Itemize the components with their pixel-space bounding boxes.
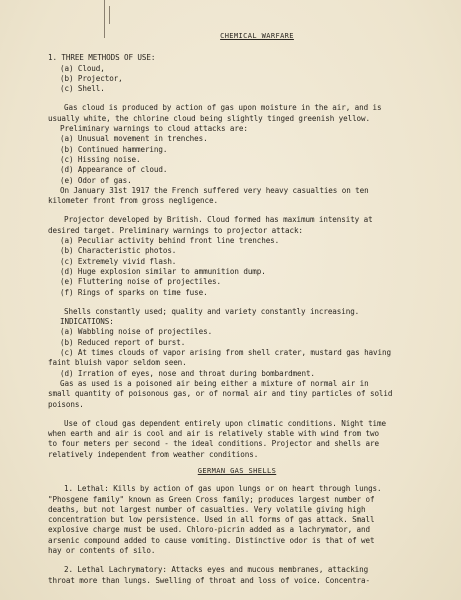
cloud-warning-item: (b) Continued hammering. (60, 144, 168, 154)
projector-warning-item: (e) Fluttering noise of projectiles. (60, 277, 221, 287)
cloud-paragraph-line: Gas cloud is produced by action of gas upon moisture in the air, and is (64, 103, 382, 113)
shells-indications-heading: INDICATIONS: (60, 317, 114, 327)
climatic-paragraph-line: when earth and air is cool and air is relatively stable with wind from two (48, 429, 379, 439)
shells-closing-line: small quantity of poisonous gas, or of normal air and tiny particles of solid (48, 389, 393, 399)
projector-paragraph-line: Projector developed by British. Cloud formed has maximum intensity at (64, 215, 373, 225)
climatic-paragraph-line: relatively independent from weather conditions. (48, 449, 259, 459)
climatic-paragraph-line: Use of cloud gas dependent entirely upon climatic conditions. Night time (64, 418, 386, 428)
shells-closing-line: Gas as used is a poisoned air being either a mixture of normal air in (60, 378, 369, 388)
shells-closing-line: poisons. (48, 399, 84, 409)
projector-paragraph-line: desired target. Preliminary warnings to projector attack: (48, 225, 303, 235)
projector-warning-item: (d) Huge explosion similar to ammunition dump. (60, 266, 266, 276)
lethal-paragraph-line: hay or contents of silo. (48, 546, 156, 556)
section-heading: 1. THREE METHODS OF USE: (48, 53, 156, 63)
projector-warning-item: (f) Rings of sparks on time fuse. (60, 287, 208, 297)
lethal-paragraph-line: "Phosgene family" known as Green Cross family; produces largest number of (48, 494, 375, 504)
cloud-warning-item: (a) Unusual movement in trenches. (60, 134, 208, 144)
document-title: CHEMICAL WARFARE (220, 32, 294, 40)
projector-warning-item: (c) Extremely vivid flash. (60, 256, 177, 266)
shells-indication-item: (b) Reduced report of burst. (60, 337, 186, 347)
cloud-paragraph-line: usually white, the chlorine cloud being slightly tinged greenish yellow. (48, 113, 370, 123)
method-item: (a) Cloud, (60, 63, 105, 73)
lethal-paragraph-line: arsenic compound added to cause vomiting. Distinctive odor is that of wet (48, 535, 375, 545)
cloud-closing-line: On January 31st 1917 the French suffered very heavy casualties on ten (60, 185, 369, 195)
cloud-paragraph-line: Preliminary warnings to cloud attacks are: (60, 124, 248, 134)
shells-indication-item: (c) At times clouds of vapor arising from shell crater, mustard gas having (60, 348, 391, 358)
cloud-warning-item: (e) Odor of gas. (60, 175, 132, 185)
lachrymatory-paragraph-line: throat more than lungs. Swelling of throat and loss of voice. Concentra- (48, 575, 370, 585)
shells-indication-item: faint bluish vapor seldom seen. (48, 358, 187, 368)
lethal-paragraph-line: explosive charge must be used. Chloro-picrin added as a lachrymator, and (48, 525, 370, 535)
climatic-paragraph-line: to four meters per second - the ideal conditions. Projector and shells are (48, 439, 379, 449)
lethal-paragraph-line: 1. Lethal: Kills by action of gas upon lungs or on heart through lungs. (64, 484, 382, 494)
method-item: (b) Projector, (60, 73, 123, 83)
lethal-paragraph-line: concentration but low persistence. Used in all forms of gas attack. Small (48, 515, 375, 525)
cloud-closing-line: kilometer front from gross negligence. (48, 196, 218, 206)
method-item: (c) Shell. (60, 84, 105, 94)
cloud-warning-item: (c) Hissing noise. (60, 154, 141, 164)
cloud-warning-item: (d) Appearance of cloud. (60, 165, 168, 175)
shells-indication-item: (a) Wabbling noise of projectiles. (60, 327, 213, 337)
projector-warning-item: (b) Characteristic photos. (60, 246, 177, 256)
document-body (48, 31, 426, 586)
lethal-paragraph-line: deaths, but not largest number of casualties. Very volatile giving high (48, 504, 366, 514)
projector-warning-item: (a) Peculiar activity behind front line trenches. (60, 236, 280, 246)
lachrymatory-paragraph-line: 2. Lethal Lachrymatory: Attacks eyes and mucous membranes, attacking (64, 565, 369, 575)
section-subtitle: GERMAN GAS SHELLS (197, 466, 277, 475)
shells-indication-item: (d) Irration of eyes, nose and throat during bombardment. (60, 368, 315, 378)
shells-paragraph-line: Shells constantly used; quality and variety constantly increasing. (64, 306, 360, 316)
